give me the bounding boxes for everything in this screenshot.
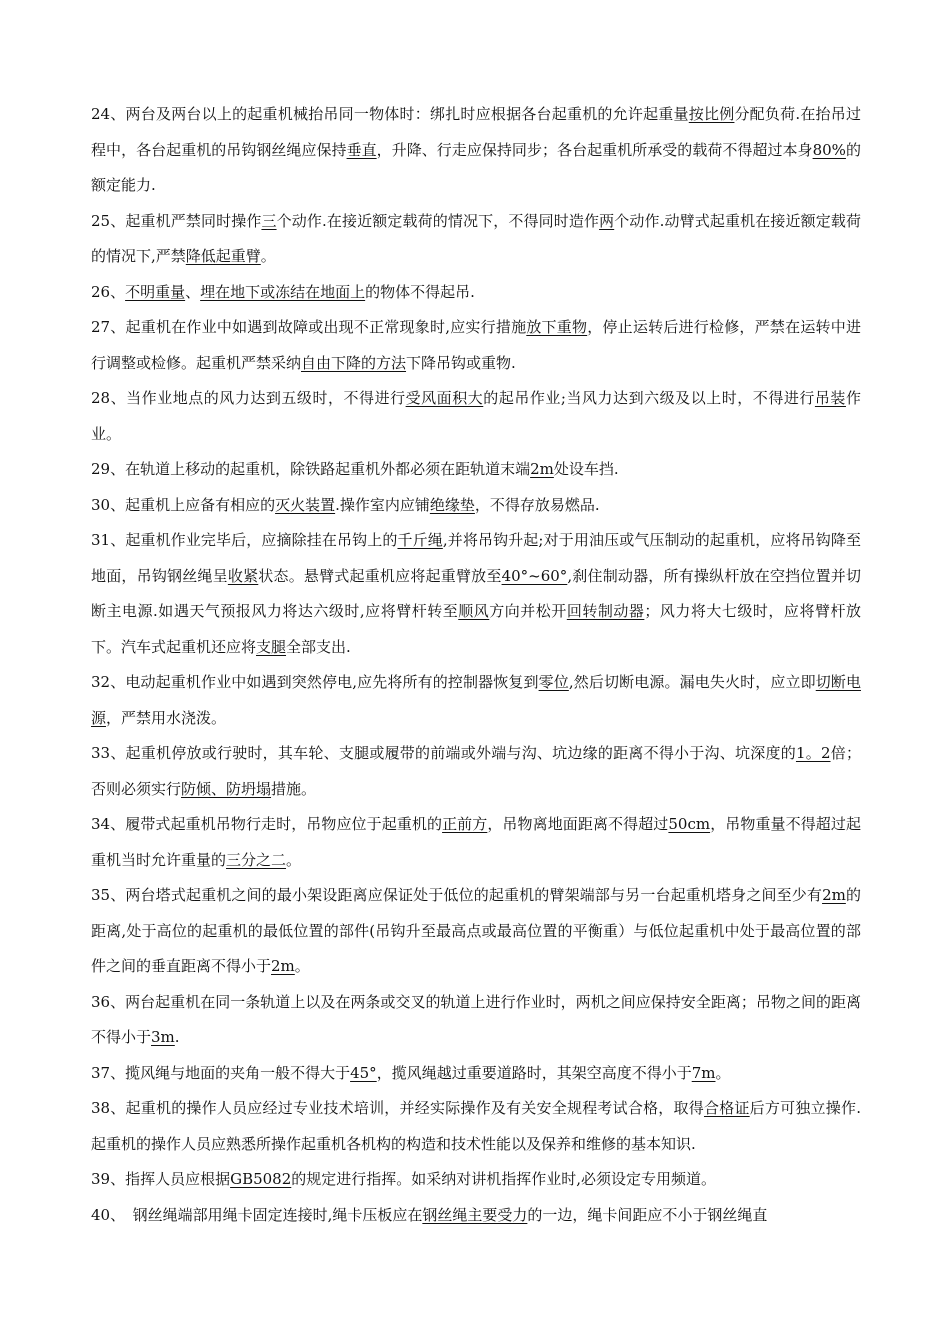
underlined-answer: 吊装 xyxy=(814,389,846,407)
paragraph-text: 状态。悬臂式起重机应将起重臂放至 xyxy=(258,566,502,585)
paragraph-text: 方向并松开 xyxy=(489,602,567,620)
underlined-answer: 三 xyxy=(261,211,277,230)
paragraph-text: 30、起重机上应备有相应的 xyxy=(91,495,276,514)
paragraph-text: ；风力将大七级时，应将臂杆放下。汽车式起重机还应将 xyxy=(91,602,861,656)
paragraph-text: ,并将吊钩升起;对于用油压或气压制动的起重机，应将吊钩降至地面，吊钩钢丝绳呈 xyxy=(91,531,861,585)
underlined-answer: 降低起重臂 xyxy=(185,247,261,265)
paragraph-text: 后方可独立操作.起重机的操作人员应熟悉所操作起重机各机构的构造和技术性能以及保养和维修的基本知识. xyxy=(91,1099,861,1153)
paragraph-text: 29、在轨道上移动的起重机，除铁路起重机外都必须在距轨道末端 xyxy=(91,460,531,478)
underlined-answer: 不明重量 xyxy=(125,282,186,301)
underlined-answer: 顺风 xyxy=(458,602,490,620)
underlined-answer: 按比例 xyxy=(688,105,735,123)
paragraph-text: 40、 钢丝绳端部用绳卡固定连接时,绳卡压板应在 xyxy=(91,1205,423,1224)
underlined-answer: 零位 xyxy=(538,673,569,691)
paragraph-text: 全部支出. xyxy=(286,637,351,656)
paragraph-text: ,然后切断电源。漏电失火时，应立即 xyxy=(568,673,816,691)
rule-paragraph xyxy=(91,204,861,275)
paragraph-text: .操作室内应铺 xyxy=(335,495,430,514)
paragraph-text: 、 xyxy=(185,282,201,301)
paragraph-text: 措施。 xyxy=(271,779,317,798)
underlined-answer: 回转制动器 xyxy=(566,602,645,620)
paragraph-text: 的额定能力. xyxy=(91,140,861,194)
paragraph-text: 。 xyxy=(294,957,310,975)
paragraph-text: 的物体不得起吊. xyxy=(365,282,475,301)
rule-paragraph xyxy=(91,1198,861,1234)
underlined-answer: 灭火装置 xyxy=(275,495,336,514)
underlined-answer: 钢丝绳主要受力 xyxy=(422,1205,528,1224)
underlined-answer: 收紧 xyxy=(227,566,259,585)
underlined-answer: 埋在地下或冻结在地面上 xyxy=(200,282,366,301)
paragraph-text: 34、履带式起重机吊物行走时，吊物应位于起重机的 xyxy=(91,815,443,833)
underlined-answer: GB5082 xyxy=(230,1170,292,1188)
paragraph-text: 作业。 xyxy=(91,389,861,443)
underlined-answer: 自由下降的方法 xyxy=(301,353,407,372)
underlined-answer: 7m xyxy=(691,1063,716,1082)
underlined-answer: 绝缘垫 xyxy=(429,495,475,514)
paragraph-text: ，停止运转后进行检修，严禁在运转中进行调整或检修。起重机严禁采纳 xyxy=(91,318,861,372)
paragraph-text: 28、当作业地点的风力达到五级时，不得进行 xyxy=(91,389,406,407)
paragraph-text: ，揽风绳越过重要道路时，其架空高度不得小于 xyxy=(376,1063,692,1082)
paragraph-text: 的一边，绳卡间距应不小于钢丝绳直 xyxy=(527,1205,768,1224)
underlined-answer: 正前方 xyxy=(442,815,488,833)
paragraph-text: 。 xyxy=(715,1063,731,1082)
underlined-answer: 2m xyxy=(271,957,295,975)
paragraph-text: 38、起重机的操作人员应经过专业技术培训，并经实际操作及有关安全规程考试合格，取得 xyxy=(91,1099,704,1117)
paragraph-text: ,刹住制动器，所有操纵杆放在空挡位置并切断主电源.如遇天气预报风力将达六级时,应将臂杆转至 xyxy=(91,566,861,620)
underlined-answer: 切断电源 xyxy=(91,673,861,727)
rule-paragraph xyxy=(91,310,861,381)
rule-paragraph xyxy=(91,381,861,452)
paragraph-text: ，吊物离地面距离不得超过 xyxy=(487,815,669,833)
rule-paragraph xyxy=(91,488,861,524)
rule-paragraph xyxy=(91,1162,861,1198)
paragraph-text: 31、起重机作业完毕后，应摘除挂在吊钩上的 xyxy=(91,531,398,549)
rule-paragraph xyxy=(91,665,861,736)
underlined-answer: 防倾、防坍塌 xyxy=(181,779,272,798)
underlined-answer: 50cm xyxy=(668,815,711,833)
paragraph-text: 32、电动起重机作业中如遇到突然停电,应先将所有的控制器恢复到 xyxy=(91,673,539,691)
underlined-answer: 受风面积大 xyxy=(405,389,484,407)
paragraph-text: 分配负荷.在抬吊过程中，各台起重机的吊钩钢丝绳应保持 xyxy=(91,105,861,159)
underlined-answer: 千斤绳 xyxy=(397,531,443,549)
underlined-answer: 两 xyxy=(599,211,615,230)
underlined-answer: 支腿 xyxy=(256,637,287,656)
paragraph-text: 下降吊钩或重物. xyxy=(406,353,516,372)
document-body xyxy=(91,97,861,1233)
underlined-answer: 2m xyxy=(822,886,846,904)
underlined-answer: 45° xyxy=(350,1063,377,1082)
paragraph-text: ，严禁用水浇泼。 xyxy=(106,708,227,727)
paragraph-text: . xyxy=(174,1028,180,1046)
paragraph-text: 39、指挥人员应根据 xyxy=(91,1170,231,1188)
underlined-answer: 合格证 xyxy=(703,1099,750,1117)
paragraph-text: 26、 xyxy=(91,282,126,301)
paragraph-text: 35、两台塔式起重机之间的最小架设距离应保证处于低位的起重机的臂架端部与另一台起重机塔身之间至少有 xyxy=(91,886,823,904)
paragraph-text: 。 xyxy=(260,247,276,265)
paragraph-text: ，不得存放易燃品. xyxy=(474,495,600,514)
rule-paragraph xyxy=(91,97,861,204)
paragraph-text: 25、起重机严禁同时操作 xyxy=(91,211,262,230)
underlined-answer: 放下重物 xyxy=(526,318,588,336)
underlined-answer: 40°~60° xyxy=(501,566,568,585)
underlined-answer: 1。2 xyxy=(795,744,831,762)
paragraph-text: 36、两台起重机在同一条轨道上以及在两条或交叉的轨道上进行作业时，两机之间应保持安全距离；吊物之间的距离不得小于 xyxy=(91,992,861,1046)
paragraph-text: 个动作.动臂式起重机在接近额定载荷的情况下,严禁 xyxy=(91,211,861,265)
paragraph-text: 处设车挡. xyxy=(553,460,619,478)
underlined-answer: 三分之二 xyxy=(226,850,287,869)
paragraph-text: 的距离,处于高位的起重机的最低位置的部件(吊钩升至最高点或最高位置的平衡重）与低位起重机中处于最高位置的部件之间的垂直距离不得小于 xyxy=(91,886,861,975)
rule-paragraph xyxy=(91,807,861,878)
rule-paragraph xyxy=(91,523,861,665)
underlined-answer: 垂直 xyxy=(346,140,377,159)
paragraph-text: 33、起重机停放或行驶时，其车轮、支腿或履带的前端或外端与沟、坑边缘的距离不得小于沟、坑深度的 xyxy=(91,744,796,762)
rule-paragraph xyxy=(91,275,861,311)
paragraph-text: 的规定进行指挥。如采纳对讲机指挥作业时,必须设定专用频道。 xyxy=(291,1170,717,1188)
paragraph-text: 。 xyxy=(286,850,302,869)
underlined-answer: 80% xyxy=(812,140,846,159)
rule-paragraph xyxy=(91,452,861,488)
underlined-answer: 3m xyxy=(151,1028,175,1046)
paragraph-text: ，升降、行走应保持同步；各台起重机所承受的载荷不得超过本身 xyxy=(376,140,813,159)
paragraph-text: 37、揽风绳与地面的夹角一般不得大于 xyxy=(91,1063,351,1082)
underlined-answer: 2m xyxy=(530,460,554,478)
rule-paragraph xyxy=(91,736,861,807)
paragraph-text: 24、两台及两台以上的起重机械抬吊同一物体时：绑扎时应根据各台起重机的允许起重量 xyxy=(91,105,689,123)
rule-paragraph xyxy=(91,1091,861,1162)
paragraph-text: 的起吊作业;当风力达到六级及以上时，不得进行 xyxy=(483,389,815,407)
rule-paragraph xyxy=(91,878,861,985)
rule-paragraph xyxy=(91,1056,861,1092)
rule-paragraph xyxy=(91,985,861,1056)
paragraph-text: 个动作.在接近额定载荷的情况下，不得同时造作 xyxy=(276,211,600,230)
paragraph-text: 27、起重机在作业中如遇到故障或出现不正常现象时,应实行措施 xyxy=(91,318,527,336)
paragraph-text: ，吊物重量不得超过起重机当时允许重量的 xyxy=(91,815,861,869)
paragraph-text: 倍；否则必须实行 xyxy=(91,744,861,798)
